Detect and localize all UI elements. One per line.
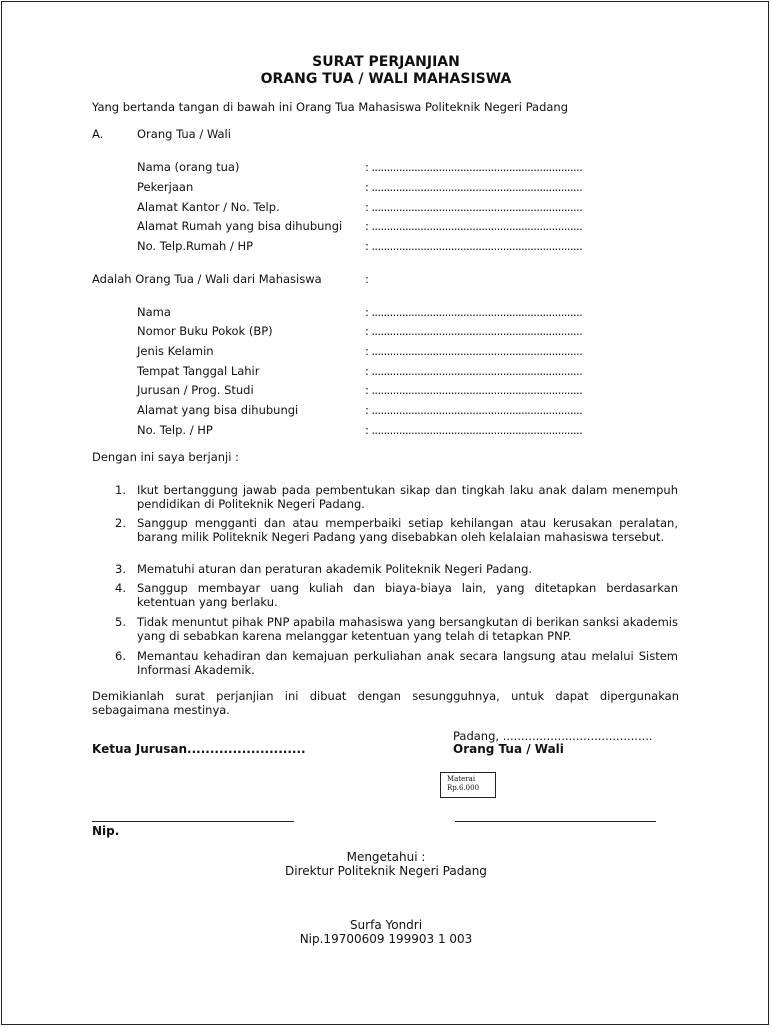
section-a-heading: Orang Tua / Wali xyxy=(137,127,231,141)
director-name: Surfa Yondri xyxy=(349,918,423,932)
acknowledged-label: Mengetahui : xyxy=(346,850,426,864)
field-blank: : ..................................................................... xyxy=(365,344,583,358)
field-blank: : ..................................................................... xyxy=(365,160,583,174)
promise-number: 1. xyxy=(115,483,126,497)
promise-number: 4. xyxy=(115,581,126,595)
field-blank: : ..................................................................... xyxy=(365,383,583,397)
nip-label: Nip. xyxy=(92,824,120,838)
document-subtitle: ORANG TUA / WALI MAHASISWA xyxy=(260,71,512,87)
field-blank: : ..................................................................... xyxy=(365,423,583,437)
field-blank: : ..................................................................... xyxy=(365,239,583,253)
place-date: Padang, ......................................... xyxy=(453,729,653,743)
parent-signature-label: Orang Tua / Wali xyxy=(453,742,564,756)
director-nip: Nip.19700609 199903 1 003 xyxy=(299,932,473,946)
closing-statement: Demikianlah surat perjanjian ini dibuat dengan sesungguhnya, untuk dapat dipergunakan sebagaimana mestinya. xyxy=(92,689,679,717)
promise-text: Tidak menuntut pihak PNP apabila mahasiswa yang bersangkutan di berikan sanksi akademis yang di sebabkan karena melanggar ketentuan yang telah di tetapkan PNP. xyxy=(137,615,678,643)
promise-text: Memantau kehadiran dan kemajuan perkuliahan anak secara langsung atau melalui Sistem Informasi Akademik. xyxy=(137,649,678,677)
field-label: No. Telp.Rumah / HP xyxy=(137,239,254,253)
promise-number: 2. xyxy=(115,516,126,530)
field-label: Pekerjaan xyxy=(137,180,194,194)
field-blank: : ..................................................................... xyxy=(365,364,583,378)
field-label: Nomor Buku Pokok (BP) xyxy=(137,324,273,338)
field-label: Tempat Tanggal Lahir xyxy=(137,364,260,378)
intro-text: Yang bertanda tangan di bawah ini Orang Tua Mahasiswa Politeknik Negeri Padang xyxy=(92,100,569,114)
promise-text: Ikut bertanggung jawab pada pembentukan sikap dan tingkah laku anak dalam menempuh pendidikan di Politeknik Negeri Padang. xyxy=(137,483,678,511)
section-a-number: A. xyxy=(92,127,104,141)
duty-stamp-box xyxy=(440,772,496,798)
promise-text: Sanggup mengganti dan atau memperbaiki setiap kehilangan atau kerusakan peralatan, barang milik Politeknik Negeri Padang yang disebabkan oleh kelalaian mahasiswa tersebut. xyxy=(137,516,678,544)
field-label: Alamat Kantor / No. Telp. xyxy=(137,200,280,214)
student-intro-colon: : xyxy=(365,272,369,286)
head-of-department-label: Ketua Jurusan.......................... xyxy=(92,742,306,756)
promise-text: Mematuhi aturan dan peraturan akademik Politeknik Negeri Padang. xyxy=(137,562,533,576)
field-label: Nama (orang tua) xyxy=(137,160,240,174)
promise-intro: Dengan ini saya berjanji : xyxy=(92,450,239,464)
promise-number: 3. xyxy=(115,562,126,576)
field-blank: : ..................................................................... xyxy=(365,305,583,319)
document-title: SURAT PERJANJIAN xyxy=(312,54,460,70)
field-blank: : ..................................................................... xyxy=(365,403,583,417)
stamp-label: Materai xyxy=(447,775,476,783)
parent-signature-line xyxy=(455,821,656,822)
field-label: Jenis Kelamin xyxy=(137,344,214,358)
field-label: Jurusan / Prog. Studi xyxy=(137,383,254,397)
field-label: Nama xyxy=(137,305,171,319)
student-intro: Adalah Orang Tua / Wali dari Mahasiswa xyxy=(92,272,322,286)
field-label: Alamat yang bisa dihubungi xyxy=(137,403,299,417)
promise-number: 6. xyxy=(115,649,126,663)
field-label: Alamat Rumah yang bisa dihubungi xyxy=(137,219,343,233)
head-signature-line xyxy=(92,821,294,822)
field-label: No. Telp. / HP xyxy=(137,423,213,437)
director-title: Direktur Politeknik Negeri Padang xyxy=(285,864,487,878)
field-blank: : ..................................................................... xyxy=(365,219,583,233)
promise-text: Sanggup membayar uang kuliah dan biaya-biaya lain, yang ditetapkan berdasarkan ketentuan yang berlaku. xyxy=(137,581,678,609)
field-blank: : ..................................................................... xyxy=(365,324,583,338)
field-blank: : ..................................................................... xyxy=(365,180,583,194)
field-blank: : ..................................................................... xyxy=(365,200,583,214)
stamp-amount: Rp.6.000 xyxy=(447,784,480,792)
promise-number: 5. xyxy=(115,615,126,629)
